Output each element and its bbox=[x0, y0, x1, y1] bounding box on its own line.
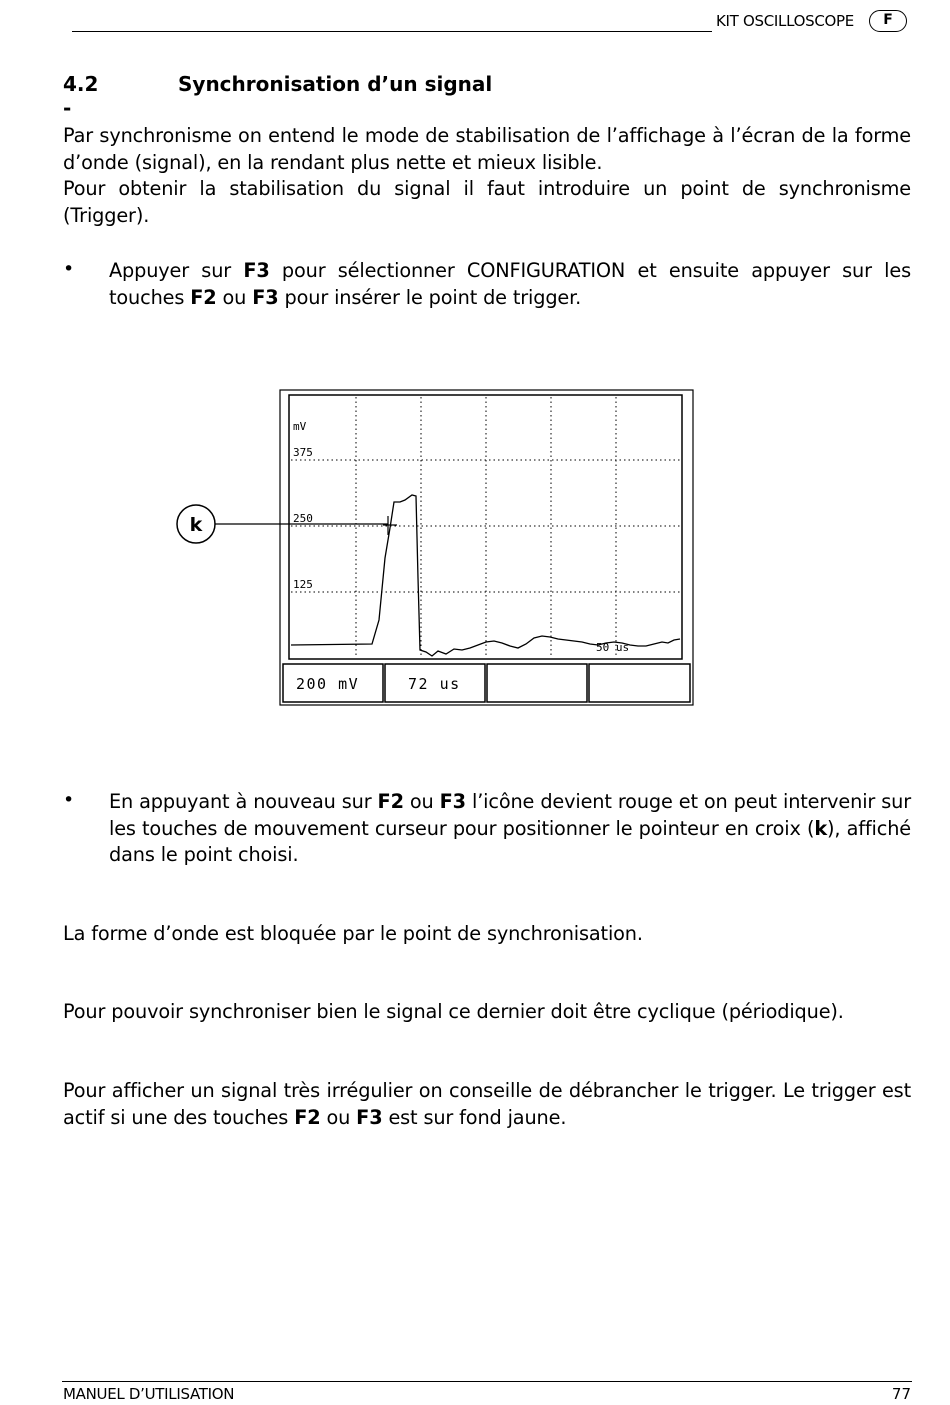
scope-y-label-375: 375 bbox=[293, 446, 313, 459]
header-title: KIT OSCILLOSCOPE bbox=[716, 12, 854, 30]
scope-button-4[interactable] bbox=[589, 664, 690, 702]
scope-y-label-250: 250 bbox=[293, 512, 313, 525]
bullet-marker: • bbox=[63, 789, 75, 811]
scope-button-time-label: 72 us bbox=[408, 675, 461, 693]
paragraph-definition: Par synchronisme on entend le mode de stabilisation de l’affichage à l’écran de la forme d’onde (signal), en la rendant plus nette et mieux lisible. bbox=[63, 124, 911, 174]
header-rule bbox=[72, 31, 712, 32]
paragraph-trigger: Pour obtenir la stabilisation du signal il faut introduire un point de synchronisme (Trigger). bbox=[63, 177, 911, 227]
paragraph-locked: La forme d’onde est bloquée par le point de synchronisation. bbox=[63, 922, 643, 945]
bullet-instruction-1: Appuyer sur F3 pour sélectionner CONFIGURATION et ensuite appuyer sur les touches F2 ou F3 pour insérer le point de trigger. bbox=[109, 259, 911, 309]
footer-rule bbox=[62, 1381, 912, 1382]
oscilloscope-screen-figure bbox=[172, 388, 702, 708]
paragraph-cyclic: Pour pouvoir synchroniser bien le signal ce dernier doit être cyclique (périodique). bbox=[63, 1000, 844, 1023]
section-title: Synchronisation d’un signal bbox=[178, 72, 493, 96]
scope-button-voltage-label: 200 mV bbox=[296, 675, 360, 693]
bullet-instruction-2: En appuyant à nouveau sur F2 ou F3 l’icône devient rouge et on peut intervenir sur les touches de mouvement curseur pour positionner le pointeur en croix (k), affiché dans le point choisi. bbox=[109, 790, 911, 866]
scope-plot-frame bbox=[289, 395, 682, 659]
callout-k-label: k bbox=[189, 514, 203, 536]
bullet-marker: • bbox=[63, 258, 75, 280]
scope-y-label-125: 125 bbox=[293, 578, 313, 591]
scope-unit-label: mV bbox=[293, 420, 307, 433]
section-number: 4.2 - bbox=[63, 72, 99, 120]
paragraph-irregular: Pour afficher un signal très irrégulier on conseille de débrancher le trigger. Le trigger est actif si une des touches F2 ou F3 est sur fond jaune. bbox=[63, 1079, 911, 1129]
language-badge: F bbox=[869, 10, 907, 32]
scope-time-label: 50 us bbox=[596, 641, 630, 654]
footer-title: MANUEL D’UTILISATION bbox=[63, 1385, 235, 1403]
scope-function-buttons bbox=[283, 664, 690, 702]
page-number: 77 bbox=[891, 1385, 911, 1403]
scope-button-3[interactable] bbox=[487, 664, 587, 702]
